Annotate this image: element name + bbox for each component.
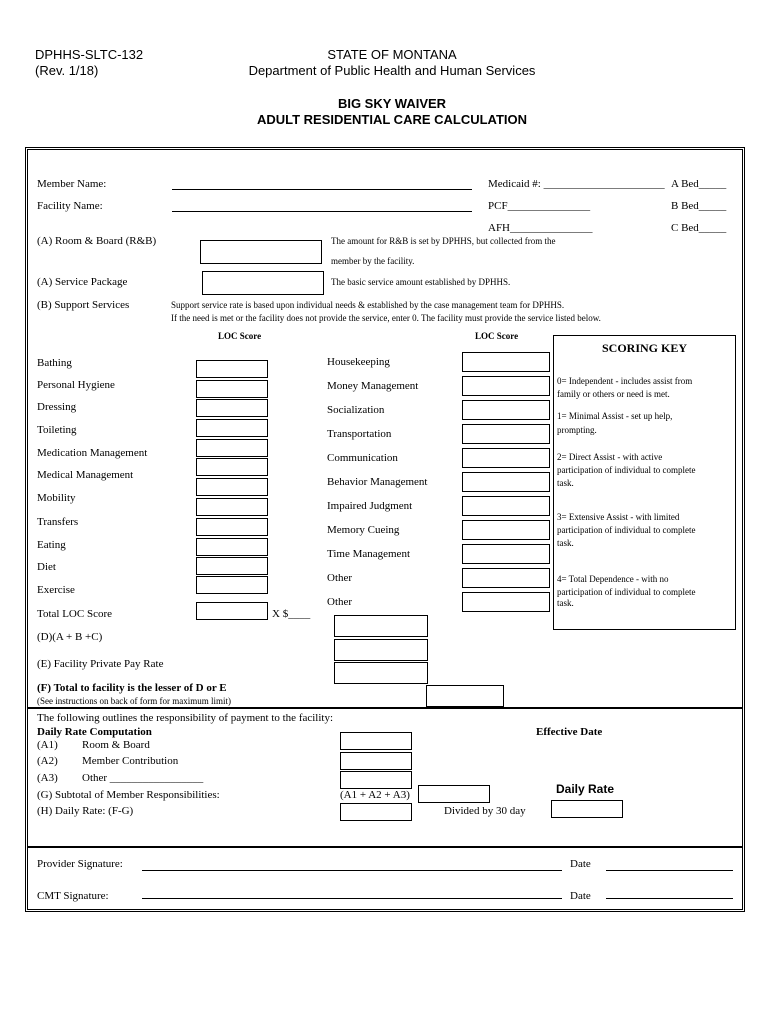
room-board-note-2: member by the facility. (331, 256, 415, 266)
right-item-loc-input[interactable] (462, 568, 550, 588)
a2-input[interactable] (340, 752, 412, 770)
right-item-label: Memory Cueing (327, 524, 400, 536)
left-item-loc-input[interactable] (196, 478, 268, 496)
d-input[interactable] (334, 639, 428, 661)
left-item-label: Bathing (37, 357, 72, 369)
scoring-key-title: SCORING KEY (601, 341, 687, 355)
form-revision: (Rev. 1/18) (35, 63, 99, 78)
room-board-note-1: The amount for R&B is set by DPHHS, but collected from the (331, 236, 556, 246)
left-item-label: Dressing (37, 401, 77, 413)
key-4c: task. (557, 598, 574, 608)
signature-divider (28, 846, 742, 848)
h-input[interactable] (340, 803, 412, 821)
right-item-label: Time Management (327, 548, 410, 560)
g-label: (G) Subtotal of Member Responsibilities: (37, 789, 220, 801)
room-board-input[interactable] (200, 240, 322, 264)
form-title-2: ADULT RESIDENTIAL CARE CALCULATION (256, 112, 528, 127)
right-item-label: Other (327, 596, 353, 608)
right-item-label: Behavior Management (327, 476, 428, 488)
loc-score-header-left: LOC Score (218, 331, 262, 341)
h-label: (H) Daily Rate: (F-G) (37, 805, 134, 817)
left-item-label: Mobility (37, 492, 76, 504)
d-label: (D)(A + B +C) (37, 631, 103, 643)
a1-label: Room & Board (82, 739, 150, 751)
right-item-loc-input[interactable] (462, 376, 550, 396)
a3-code: (A3) (37, 772, 58, 784)
cmt-signature-label: CMT Signature: (37, 890, 109, 902)
right-item-label: Socialization (327, 404, 385, 416)
left-item-label: Medication Management (37, 447, 148, 459)
loc-score-header-right: LOC Score (475, 331, 519, 341)
f-note: (See instructions on back of form for maximum limit) (37, 696, 231, 706)
facility-name-field[interactable] (172, 211, 472, 212)
key-2b: participation of individual to complete (557, 465, 696, 475)
payment-intro: The following outlines the responsibility of payment to the facility: (37, 712, 334, 724)
cmt-date-field[interactable] (606, 898, 733, 899)
pcf-field[interactable]: PCF_______________ (488, 200, 591, 212)
provider-signature-label: Provider Signature: (37, 858, 123, 870)
x-dollar-input[interactable] (334, 615, 428, 637)
provider-date-field[interactable] (606, 870, 733, 871)
right-item-label: Housekeeping (327, 356, 390, 368)
e-label: (E) Facility Private Pay Rate (37, 658, 164, 670)
a2-code: (A2) (37, 755, 58, 767)
g-input[interactable] (418, 785, 490, 803)
daily-rate-label: Daily Rate (556, 782, 615, 796)
department-title: Department of Public Health and Human Services (248, 63, 536, 78)
facility-name-label: Facility Name: (37, 200, 103, 212)
left-item-loc-input[interactable] (196, 380, 268, 398)
left-item-label: Transfers (37, 516, 79, 528)
right-item-loc-input[interactable] (462, 448, 550, 468)
a1-input[interactable] (340, 732, 412, 750)
room-board-label: (A) Room & Board (R&B) (37, 235, 157, 247)
state-title: STATE OF MONTANA (327, 47, 457, 62)
key-1b: prompting. (557, 425, 597, 435)
service-package-note: The basic service amount established by DPHHS. (331, 277, 511, 287)
provider-date-label: Date (570, 858, 591, 870)
right-item-label: Other (327, 572, 353, 584)
left-item-label: Exercise (37, 584, 75, 596)
key-2a: 2= Direct Assist - with active (557, 452, 663, 462)
right-item-loc-input[interactable] (462, 400, 550, 420)
b-bed-field[interactable]: B Bed_____ (671, 200, 727, 212)
member-name-label: Member Name: (37, 178, 107, 190)
left-item-loc-input[interactable] (196, 498, 268, 516)
section-divider (28, 707, 742, 709)
left-item-loc-input[interactable] (196, 557, 268, 575)
right-item-label: Communication (327, 452, 398, 464)
total-loc-label: Total LOC Score (37, 608, 112, 620)
a3-field[interactable]: Other _________________ (82, 772, 204, 784)
key-3c: task. (557, 538, 574, 548)
right-item-loc-input[interactable] (462, 424, 550, 444)
left-item-loc-input[interactable] (196, 458, 268, 476)
medicaid-field[interactable]: Medicaid #: ______________________ (488, 178, 665, 190)
left-item-loc-input[interactable] (196, 399, 268, 417)
key-4b: participation of individual to complete (557, 587, 696, 597)
left-item-label: Diet (37, 561, 56, 573)
afh-field[interactable]: AFH_______________ (488, 222, 593, 234)
c-bed-field[interactable]: C Bed_____ (671, 222, 727, 234)
right-item-loc-input[interactable] (462, 352, 550, 372)
left-item-loc-input[interactable] (196, 518, 268, 536)
total-loc-input[interactable] (196, 602, 268, 620)
left-item-label: Toileting (37, 424, 77, 436)
service-package-input[interactable] (202, 271, 324, 295)
left-item-loc-input[interactable] (196, 439, 268, 457)
daily-rate-input[interactable] (551, 800, 623, 818)
key-2c: task. (557, 478, 574, 488)
a3-input[interactable] (340, 771, 412, 789)
key-3b: participation of individual to complete (557, 525, 696, 535)
x-dollar-field[interactable]: X $____ (272, 608, 311, 620)
support-services-note-2: If the need is met or the facility does not provide the service, enter 0. The facility must provide the service listed below. (171, 313, 601, 323)
effective-date-label: Effective Date (536, 726, 603, 738)
provider-signature-field[interactable] (142, 870, 562, 871)
key-0a: 0= Independent - includes assist from (557, 376, 693, 386)
left-item-label: Eating (37, 539, 66, 551)
left-item-label: Medical Management (37, 469, 134, 481)
member-name-field[interactable] (172, 189, 472, 190)
right-item-loc-input[interactable] (462, 520, 550, 540)
g-formula: (A1 + A2 + A3) (340, 789, 410, 801)
left-item-loc-input[interactable] (196, 360, 268, 378)
left-item-loc-input[interactable] (196, 576, 268, 594)
key-4a: 4= Total Dependence - with no (557, 574, 669, 584)
form-id: DPHHS-SLTC-132 (35, 47, 144, 62)
form-title-1: BIG SKY WAIVER (337, 96, 447, 111)
right-item-loc-input[interactable] (462, 544, 550, 564)
right-item-loc-input[interactable] (462, 592, 550, 612)
left-item-loc-input[interactable] (196, 538, 268, 556)
service-package-label: (A) Service Package (37, 276, 128, 288)
a1-code: (A1) (37, 739, 58, 751)
scoring-key (553, 335, 736, 630)
support-services-label: (B) Support Services (37, 299, 130, 311)
e-input[interactable] (334, 662, 428, 684)
cmt-date-label: Date (570, 890, 591, 902)
key-0b: family or others or need is met. (557, 389, 670, 399)
f-label: (F) Total to facility is the lesser of D or E (37, 682, 227, 694)
cmt-signature-field[interactable] (142, 898, 562, 899)
divided-label: Divided by 30 day (444, 805, 526, 817)
support-services-note-1: Support service rate is based upon individual needs & established by the case management team for DPHHS. (171, 300, 565, 310)
left-item-label: Personal Hygiene (37, 379, 115, 391)
right-item-loc-input[interactable] (462, 496, 550, 516)
left-item-loc-input[interactable] (196, 419, 268, 437)
right-item-loc-input[interactable] (462, 472, 550, 492)
right-item-label: Impaired Judgment (327, 500, 413, 512)
a-bed-field[interactable]: A Bed_____ (671, 178, 727, 190)
right-item-label: Transportation (327, 428, 392, 440)
daily-rate-computation-title: Daily Rate Computation (37, 726, 152, 738)
a2-label: Member Contribution (82, 755, 179, 767)
key-1a: 1= Minimal Assist - set up help, (557, 411, 673, 421)
key-3a: 3= Extensive Assist - with limited (557, 512, 680, 522)
f-input[interactable] (426, 685, 504, 707)
right-item-label: Money Management (327, 380, 419, 392)
